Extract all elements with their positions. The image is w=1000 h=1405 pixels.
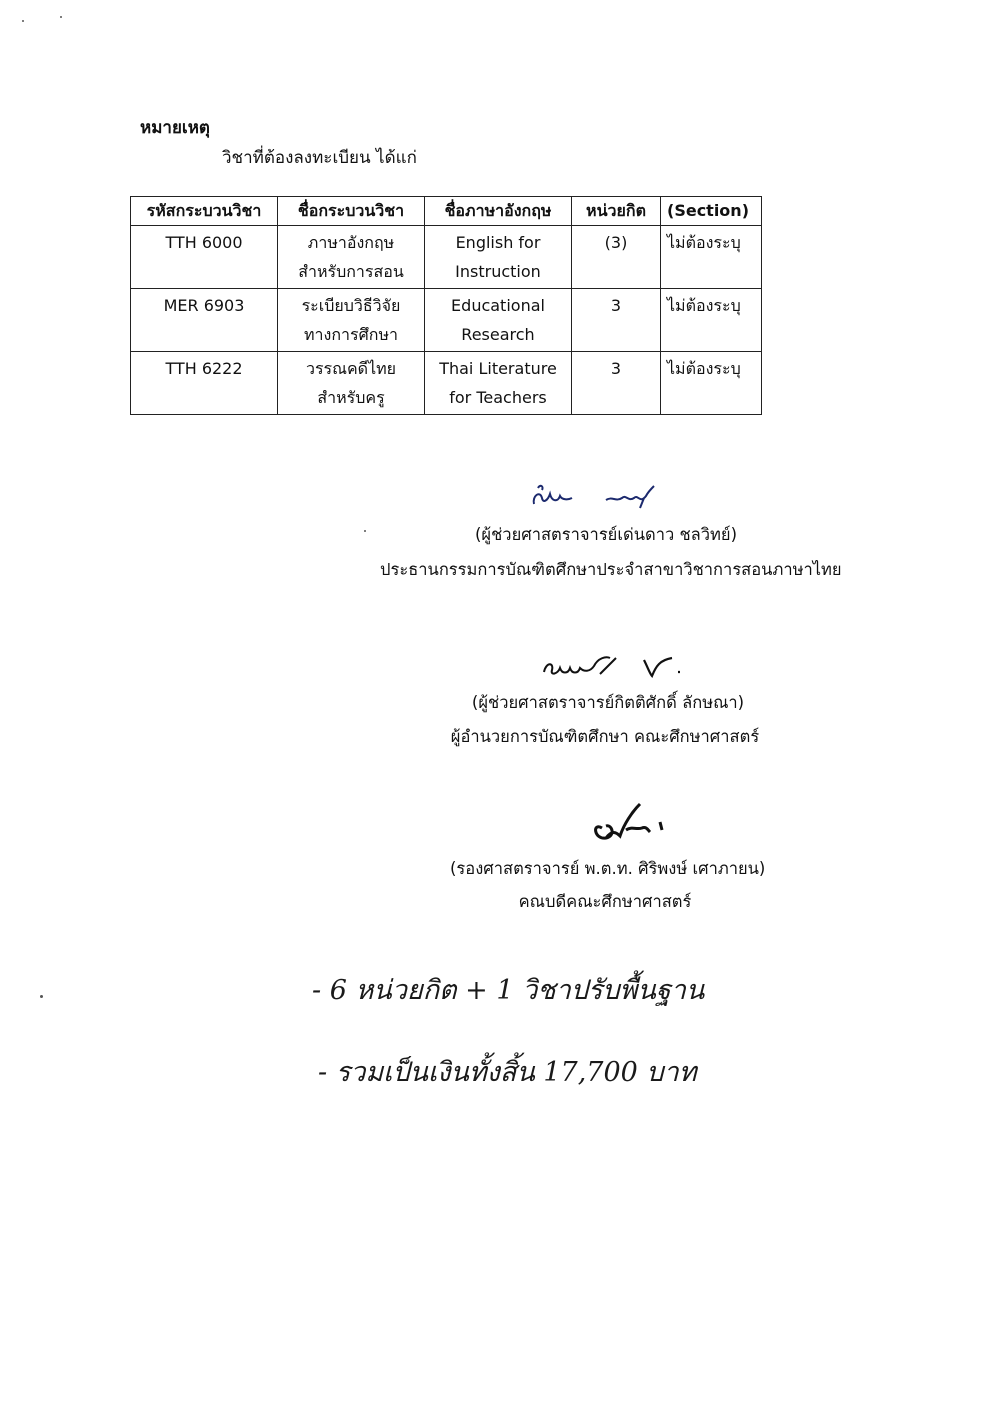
header-course-code: รหัสกระบวนวิชา <box>131 197 278 226</box>
header-course-name: ชื่อกระบวนวิชา <box>278 197 425 226</box>
course-name-th: ภาษาอังกฤษ สำหรับการสอน <box>278 226 425 289</box>
course-section: ไม่ต้องระบุ <box>661 352 762 415</box>
handwritten-note-2: - รวมเป็นเงินทั้งสิ้น 17,700 บาท <box>318 1057 697 1088</box>
course-code: TTH 6222 <box>131 352 278 415</box>
table-row <box>131 226 762 289</box>
scan-speck <box>40 995 43 998</box>
courses-table <box>130 196 762 415</box>
course-name-en: Thai Literature for Teachers <box>425 352 572 415</box>
scan-speck <box>22 20 24 22</box>
table-row <box>131 289 762 352</box>
course-credits: (3) <box>572 226 661 289</box>
signature-1 <box>528 478 668 514</box>
signatory-2-position: ผู้อำนวยการบัณฑิตศึกษา คณะศึกษาศาสตร์ <box>450 727 760 746</box>
signatory-3-name: (รองศาสตราจารย์ พ.ต.ท. ศิริพงษ์ เศาภายน) <box>450 859 766 878</box>
header-english-name: ชื่อภาษาอังกฤษ <box>425 197 572 226</box>
course-credits: 3 <box>572 289 661 352</box>
signatory-2-name: (ผู้ช่วยศาสตราจารย์กิตติศักดิ์ ลักษณา) <box>471 693 745 712</box>
handwritten-note-1: - 6 หน่วยกิต + 1 วิชาปรับพื้นฐาน <box>312 975 705 1006</box>
course-section: ไม่ต้องระบุ <box>661 289 762 352</box>
signature-3 <box>586 800 676 850</box>
table-header-row <box>131 197 762 226</box>
signature-2 <box>540 648 700 682</box>
course-name-th: ระเบียบวิธีวิจัย ทางการศึกษา <box>278 289 425 352</box>
course-code: TTH 6000 <box>131 226 278 289</box>
signatory-3-position: คณบดีคณะศึกษาศาสตร์ <box>518 892 692 911</box>
signatory-1-position: ประธานกรรมการบัณฑิตศึกษาประจำสาขาวิชาการสอนภาษาไทย <box>380 560 842 579</box>
course-name-en: English for Instruction <box>425 226 572 289</box>
course-name-th: วรรณคดีไทย สำหรับครู <box>278 352 425 415</box>
note-heading: หมายเหตุ <box>140 118 210 138</box>
course-name-en: Educational Research <box>425 289 572 352</box>
scan-speck <box>364 530 366 532</box>
header-credits: หน่วยกิต <box>572 197 661 226</box>
scan-speck <box>60 16 62 18</box>
course-code: MER 6903 <box>131 289 278 352</box>
table-row <box>131 352 762 415</box>
header-section: (Section) <box>661 197 762 226</box>
note-subheading: วิชาที่ต้องลงทะเบียน ได้แก่ <box>222 148 417 168</box>
course-credits: 3 <box>572 352 661 415</box>
signatory-1-name: (ผู้ช่วยศาสตราจารย์เด่นดาว ชลวิทย์) <box>475 525 738 544</box>
course-section: ไม่ต้องระบุ <box>661 226 762 289</box>
